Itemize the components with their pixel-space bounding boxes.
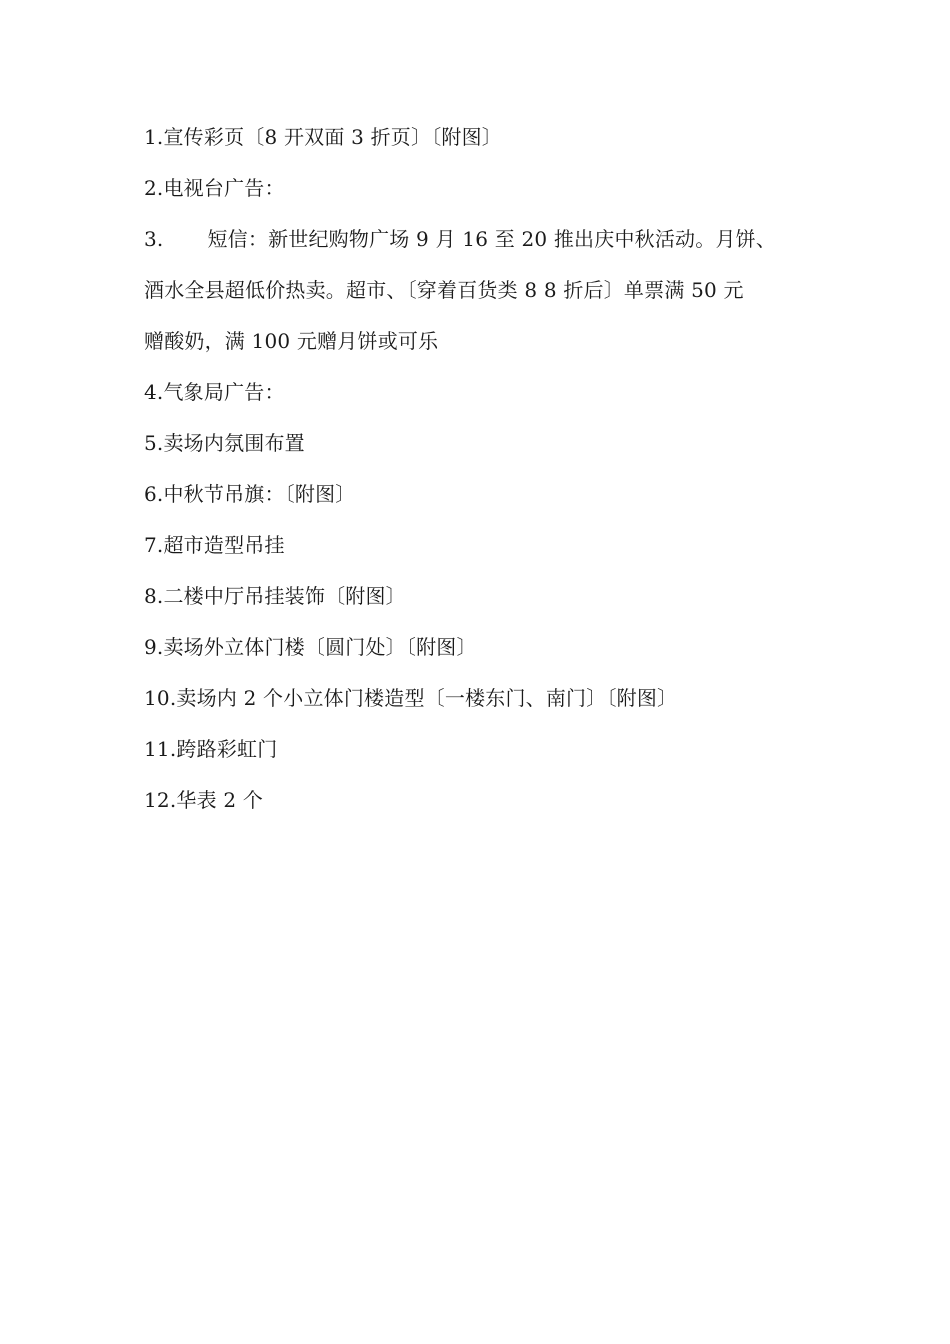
item-number: 5.	[144, 431, 164, 455]
item-number: 1.	[144, 125, 164, 149]
item-number: 6.	[144, 482, 164, 506]
list-item	[144, 418, 824, 469]
list-item-continuation	[144, 265, 824, 316]
item-number: 3.	[144, 227, 164, 251]
list-item	[144, 571, 824, 622]
document-body	[144, 112, 824, 826]
item-text: 电视台广告：	[163, 176, 285, 200]
item-number: 12.	[144, 788, 177, 812]
item-text: 卖场外立体门楼〔圆门处〕〔附图〕	[163, 635, 477, 659]
item-number: 4.	[144, 380, 164, 404]
item-text: 华表 2 个	[176, 788, 264, 812]
list-item	[144, 520, 824, 571]
list-item	[144, 724, 824, 775]
item-text: 二楼中厅吊挂装饰〔附图〕	[163, 584, 406, 608]
list-item	[144, 112, 824, 163]
item-number: 10.	[144, 686, 177, 710]
item-number: 8.	[144, 584, 164, 608]
list-item	[144, 214, 824, 265]
item-text: 短信：新世纪购物广场 9 月 16 至 20 推出庆中秋活动。月饼、	[207, 227, 777, 251]
item-number: 9.	[144, 635, 164, 659]
item-text: 卖场内氛围布置	[163, 431, 305, 455]
list-item	[144, 622, 824, 673]
item-text: 气象局广告：	[163, 380, 285, 404]
list-item	[144, 775, 824, 826]
list-item	[144, 673, 824, 724]
item-number: 7.	[144, 533, 164, 557]
list-item-continuation	[144, 316, 824, 367]
list-item	[144, 163, 824, 214]
item-text: 超市造型吊挂	[163, 533, 285, 557]
item-text: 宣传彩页〔8 开双面 3 折页〕〔附图〕	[163, 125, 503, 149]
item-text: 卖场内 2 个小立体门楼造型〔一楼东门、南门〕〔附图〕	[176, 686, 678, 710]
item-text: 酒水全县超低价热卖。超市、〔穿着百货类 8 8 折后〕单票满 50 元	[144, 278, 744, 302]
item-text: 跨路彩虹门	[176, 737, 278, 761]
list-item	[144, 469, 824, 520]
list-item	[144, 367, 824, 418]
item-text: 中秋节吊旗：〔附图〕	[163, 482, 356, 506]
item-text: 赠酸奶，满 100 元赠月饼或可乐	[144, 329, 439, 353]
item-number: 2.	[144, 176, 164, 200]
item-number: 11.	[144, 737, 177, 761]
